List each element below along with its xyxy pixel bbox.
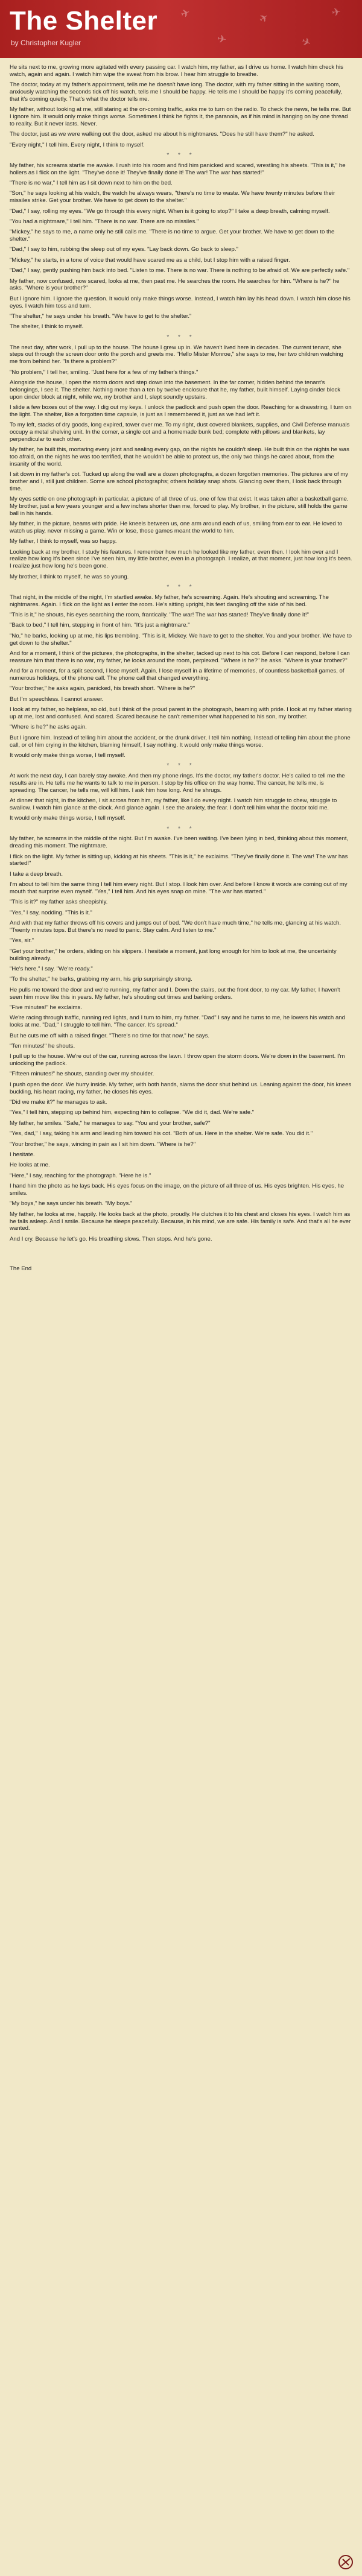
story-paragraph: My father, he looks at me, happily. He looks back at the photo, proudly. He clutches it to his chest and closes his eyes. I watch him as he falls asleep. And I smile. Because he sleeps peacefully. Because, in his mind, we are safe. His family is safe. And that's all he ever wanted. [10, 1210, 351, 1232]
story-paragraph: "Back to bed," I tell him, stepping in front of him. "It's just a nightmare." [10, 622, 190, 629]
story-paragraph: "Yes, sir." [10, 937, 34, 945]
story-paragraph: At work the next day, I can barely stay awake. And then my phone rings. It's the doctor, my father's doctor. He's called to tell me the results are in. He tells me he wants to talk to me in person. I stop by his office on the way home. The cancer, he tells me, is spreading. The cancer, he tells me, will kill him. I ask him how long. And he shrugs. [10, 773, 345, 794]
section-separator: * * * [167, 584, 195, 591]
section-separator: * * * [167, 334, 195, 341]
story-paragraph: "Dad," I say, rolling my eyes. "We go through this every night. When is it going to stop?" I take a deep breath, calming myself. [10, 207, 330, 215]
story-paragraph: I'm about to tell him the same thing I tell him every night. But I stop. I look him over. And before I know it words are coming out of my mouth that surprise even myself. "Yes," I tell him. And his eyes snap on mine. "The war has started." [10, 881, 348, 896]
story-paragraph: "You had a nightmare," I tell him. "There is no war. There are no missiles." [10, 218, 199, 225]
story-paragraph: I pull up to the house. We're out of the car, running across the lawn. I throw open the storm doors. We're down in the basement. I'm unlocking the padlock. [10, 1053, 345, 1068]
airplane-icon: ✈ [216, 32, 227, 46]
section-separator: * * * [167, 762, 195, 770]
story-paragraph: "Did we make it?" he manages to ask. [10, 1099, 107, 1106]
story-paragraph: Looking back at my brother, I study his features. I remember how much he looked like my father, even then. I look him over and I realize how long it's been since I've seen him, my little brother, even in a photograph. I realize, at that moment, just how long it's been. I realize just how long he's been gone. [10, 548, 352, 570]
story-paragraph: My father, in the picture, beams with pride. He kneels between us, one arm around each of us, smiling from ear to ear. He loved to watch us play, never missing a game. Win or lose, those games meant the world to him. [10, 521, 343, 534]
story-paragraph: It would only make things worse, I tell myself. [10, 752, 125, 759]
story-paragraph: My father, now confused, now scared, looks at me, then past me. He searches the room. He searches for him. "Where is he?" he asks. "Where is your brother?" [10, 277, 340, 292]
story-paragraph: "To the shelter," he barks, grabbing my arm, his grip surprisingly strong. [10, 976, 192, 983]
story-paragraph: To my left, stacks of dry goods, long expired, tower over me. To my right, dust covered blankets, supplies, and Civil Defense manuals occupy a metal shelving unit. In the corner, a single cot and a homemade bunk bed; complete with pillows and blankets, lay perpendicular to each other. [10, 422, 350, 443]
story-paragraph: He looks at me. [10, 1162, 50, 1169]
story-paragraph: I take a deep breath. [10, 870, 63, 878]
story-paragraph: "No," he barks, looking up at me, his lips trembling. "This is it, Mickey. We have to get to the shelter. You and your brother. We have to get down to the shelter." [10, 632, 352, 647]
story-paragraph: But I'm speechless. I cannot answer. [10, 695, 104, 703]
story-paragraph: "Ten minutes!" he shouts. [10, 1042, 75, 1049]
story-paragraph: "Your brother," he says, wincing in pain as I sit him down. "Where is he?" [10, 1141, 196, 1148]
story-paragraph: I flick on the light. My father is sitting up, kicking at his sheets. "This is it," he exclaims. "They've finally done it. The war! The war has started!" [10, 853, 348, 867]
story-paragraph: And with that my father throws off his covers and jumps out of bed. "We don't have much time," he tells me, glancing at his watch. "Twenty minutes tops. But there's no need to panic. Stay calm. And listen to me." [10, 920, 341, 934]
story-paragraph: "No problem," I tell her, smiling. "Just here for a few of my father's things." [10, 369, 198, 376]
airplane-icon: ✈ [331, 5, 342, 19]
story-paragraph: "Your brother," he asks again, panicked, his breath short. "Where is he?" [10, 685, 195, 692]
story-paragraph: "Mickey," he starts, in a tone of voice that would have scared me as a child, but I stop him with a raised finger. [10, 256, 290, 264]
story-paragraph: But I ignore him. Instead of telling him about the accident, or the drunk driver, I tell him nothing. Instead of telling him about the phone call, or of him crying in the kitchen, blaming himself, I say nothing. It would only make things worse. [10, 734, 351, 748]
story-paragraph: My father, he screams in the middle of the night. But I'm awake. I've been waiting. I've been lying in bed, thinking about this moment, dreading this moment. The nightmare. [10, 835, 349, 850]
story-paragraph: He sits next to me, growing more agitated with every passing car. I watch him, my father, as I drive us home. I watch him check his watch, again and again. I watch him wipe the sweat from his brow. I hear him struggle to breathe. [10, 64, 343, 78]
story-paragraph: "There is no war," I tell him as I sit down next to him on the bed. [10, 179, 173, 186]
story-paragraph: "Fifteen minutes!" he shouts, standing over my shoulder. [10, 1071, 154, 1078]
story-paragraph: "Son," he says looking at his watch, the watch he always wears, "there's no time to waste. We have twenty minutes before their missiles strike. Get your brother. We have to get down to the shelter." [10, 190, 335, 204]
story-paragraph: "The shelter," he says under his breath. "We have to get to the shelter." [10, 313, 192, 320]
story-paragraph: The next day, after work, I pull up to the house. The house I grew up in. We haven't lived here in decades. The current tenant, she steps out through the screen door onto the porch and greets me. "Hello Mister Monroe," she says to me, her two children watching me from behind her. "Is there a problem?" [10, 344, 343, 366]
story-paragraph: And I cry. Because he let's go. His breathing slows. Then stops. And he's gone. [10, 1235, 212, 1242]
story-paragraph: "Here," I say, reaching for the photograph. "Here he is." [10, 1172, 151, 1179]
story-paragraph: I slide a few boxes out of the way. I dig out my keys. I unlock the padlock and push open the door. Reaching for a drawstring, I turn on the light. The shelter, like a forgotten time capsule, is just as I remembered it, just as we had left it. [10, 403, 352, 418]
page-title: The Shelter [10, 6, 158, 36]
the-end-label: The End [10, 1265, 32, 1273]
story-paragraph: It would only make things worse, I tell myself. [10, 815, 125, 822]
story-paragraph: But he cuts me off with a raised finger. "There's no time for that now," he says. [10, 1032, 210, 1039]
story-paragraph: But I ignore him. I ignore the question. It would only make things worse. Instead, I watch him lay his head down. I watch him close his eyes. I watch him toss and turn. [10, 295, 351, 309]
signature-logo-icon [338, 2554, 354, 2570]
story-paragraph: My eyes settle on one photograph in particular, a picture of all three of us, one of few that exist. It was taken after a basketball game. My brother, just a few years younger and a few inches shorter than me, forced to play. My brother, in the picture, still holds the game ball in his hands. [10, 496, 349, 517]
story-paragraph: "Dad," I say, gently pushing him back into bed. "Listen to me. There is no war. There is nothing to be afraid of. We are perfectly safe." [10, 267, 350, 274]
story-paragraph: My father, he built this, mortaring every joint and sealing every gap, on the nights he couldn't sleep. He built this on the nights he was too afraid, on the nights he was too terrified, that he wouldn't be able to protect us, the only two things he cared about, from the insanity of the world. [10, 446, 349, 467]
story-paragraph: My father, his screams startle me awake. I rush into his room and find him panicked and scared, wrestling his sheets. "This is it," he hollers as I flick on the light. "They've done it! They've finally done it! The war! The war has started!" [10, 162, 346, 176]
story-paragraph: I hesitate. [10, 1151, 35, 1158]
story-paragraph: I push open the door. We hurry inside. My father, with both hands, slams the door shut behind us. Leaning against the door, his knees buckling, his heart racing, my father, he closes his eyes. [10, 1081, 352, 1095]
story-paragraph: That night, in the middle of the night, I'm startled awake. My father, he's screaming. Again. He's shouting and screaming. The nightmares. Again. I flick on the light as I enter the room. He's sitting upright, his feet dangling off the side of his bed. [10, 593, 329, 608]
story-paragraph: "He's here," I say. "We're ready." [10, 965, 93, 972]
story-paragraph: "Yes," I tell him, stepping up behind him, expecting him to collapse. "We did it, dad. We're safe." [10, 1109, 255, 1116]
story-paragraph: "Yes, dad," I say, taking his arm and leading him toward his cot. "Both of us. Here in the shelter. We're safe. You did it." [10, 1130, 313, 1138]
section-separator: * * * [167, 151, 195, 159]
story-paragraph: I look at my father, so helpless, so old, but I think of the proud parent in the photograph, beaming with pride. I look at my father staring up at me, lost and confused. And scared. Scared because he can't remember what happened to his son, my brother. [10, 706, 352, 720]
story-paragraph: And for a moment, for a split second, I lose myself. Again. I lose myself in a lifetime of memories, of countless basketball games, of numerous holidays, of the phone call. The phone call that changed everything. [10, 668, 345, 682]
story-paragraph: The doctor, today at my father's appointment, tells me he doesn't have long. The doctor, with my father sitting in the waiting room, anxiously watching the seconds tick off his watch, tells me I should be happy. He tells me I should be happy it's coming peacefully, that it's coming quietly. That's what the doctor tells me. [10, 81, 343, 103]
story-paragraph: "Mickey," he says to me, a name only he still calls me. "There is no time to argue. Get your brother. We have to get down to the shelter." [10, 229, 335, 243]
story-paragraph: My brother, I think to myself, he was so young. [10, 573, 129, 580]
story-paragraph: "This is it," he shouts, his eyes searching the room, frantically. "The war! The war has started! They've finally done it!" [10, 612, 309, 619]
story-paragraph: "My boys," he says under his breath. "My boys." [10, 1200, 133, 1207]
story-body [0, 58, 362, 1243]
header-banner [0, 0, 362, 58]
story-paragraph: "This is it?" my father asks sheepishly. [10, 899, 108, 906]
story-paragraph: "Get your brother," he orders, sliding on his slippers. I hesitate a moment, just long enough for him to look at me, the uncertainty building already. [10, 948, 337, 962]
story-paragraph: "Dad," I say to him, rubbing the sleep out of my eyes. "Lay back down. Go back to sleep." [10, 246, 238, 253]
airplane-icon: ✈ [299, 34, 313, 50]
story-paragraph: My father, he smiles. "Safe," he manages to say. "You and your brother, safe?" [10, 1119, 211, 1127]
story-paragraph: "Where is he?" he asks again. [10, 724, 87, 731]
story-paragraph: At dinner that night, in the kitchen, I sit across from him, my father, like I do every night. I watch him struggle to chew, struggle to swallow. I watch him glance at the clock. And glance again. I see the anxiety, the fear. I don't tell him what the doctor told me. [10, 797, 337, 811]
story-paragraph: I sit down in my father's cot. Tucked up along the wall are a dozen photographs, a dozen forgotten memories. The pictures are of my brother and I, still just children. Some are school photographs; others holiday snap shots. Glancing over them, I look back through time. [10, 471, 349, 492]
story-paragraph: My father, I think to myself, was so happy. [10, 538, 117, 545]
author-byline: by Christopher Kugler [11, 39, 81, 47]
story-paragraph: And for a moment, I think of the pictures, the photographs, in the shelter, tacked up next to his cot. Before I can respond, before I can reassure him that there is no war, my father, he looks around the room, perplexed. "Where is he?" he asks. "Where is your brother?" [10, 650, 350, 664]
story-paragraph: "Five minutes!" he exclaims. [10, 1004, 82, 1011]
story-paragraph: "Yes," I say, nodding. "This is it." [10, 909, 92, 916]
story-paragraph: I hand him the photo as he lays back. His eyes focus on the image, on the picture of all three of us. His eyes brighten. His eyes, he smiles. [10, 1183, 345, 1197]
story-paragraph: Alongside the house, I open the storm doors and step down into the basement. In the far corner, hidden behind the tenant's belongings, I see it. The shelter. Nothing more than a ten by twelve enclosure that he, my father, built himself. Laying cinder block upon cinder block at night, while we, my brother and I, slept soundly upstairs. [10, 379, 341, 400]
story-paragraph: The shelter, I think to myself. [10, 323, 84, 331]
airplane-icon: ✈ [256, 10, 272, 26]
story-paragraph: "Every night," I tell him. Every night, I think to myself. [10, 141, 145, 148]
airplane-icon: ✈ [179, 6, 192, 21]
section-separator: * * * [167, 825, 195, 832]
story-paragraph: We're racing through traffic, running red lights, and I turn to him, my father. "Dad" I say and he turns to me, he lowers his watch and looks at me. "Dad," I struggle to tell him. "The cancer. It's spread." [10, 1014, 345, 1029]
story-paragraph: My father, without looking at me, still staring at the on-coming traffic, asks me to turn on the radio. To check the news, he tells me. But I ignore him. It would only make things worse. Sometimes I think he fights it, the paranoia, as if his mind is hanging on by one thread to reality. But it never lasts. Never. [10, 106, 351, 127]
story-paragraph: He pulls me toward the door and we're running, my father and I. Down the stairs, out the front door, to my car. My father, I haven't seen him move like this in years. My father, he's shouting out times and barking orders. [10, 986, 340, 1001]
story-paragraph: The doctor, just as we were walking out the door, asked me about his nightmares. "Does he still have them?" he asked. [10, 131, 314, 138]
